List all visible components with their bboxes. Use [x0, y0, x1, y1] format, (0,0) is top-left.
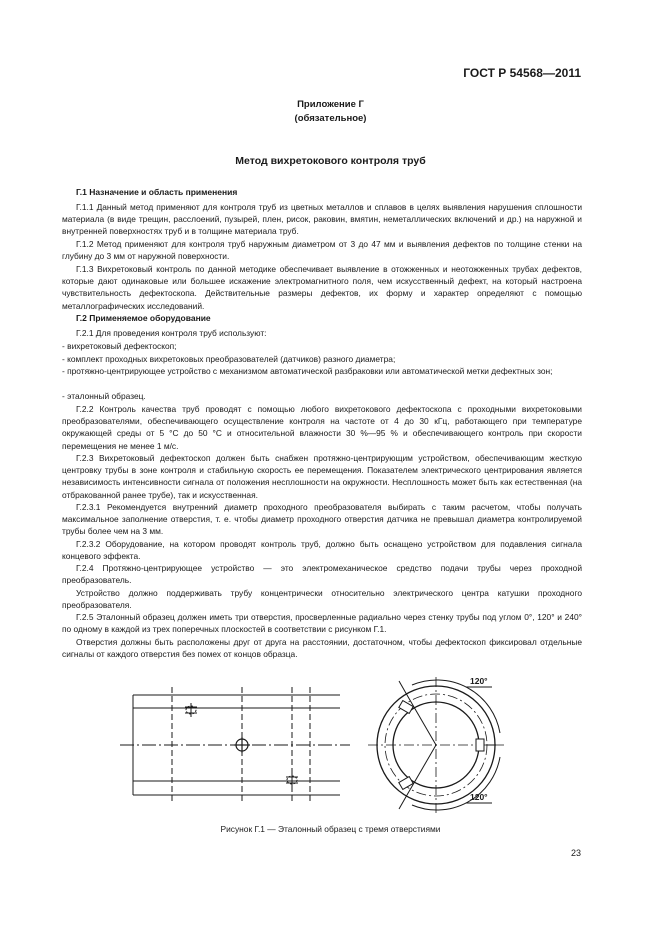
figure-reference-sample	[0, 663, 661, 823]
document-header: ГОСТ Р 54568—2011	[463, 66, 581, 80]
list-item: - комплект проходных вихретоковых преобразователей (датчиков) разного диаметра;	[62, 354, 396, 364]
list-item: - эталонный образец.	[62, 391, 146, 401]
hole-middle	[234, 737, 250, 753]
paragraph-g-2-5: Г.2.5 Эталонный образец должен иметь три отверстия, просверленные радиально через стенку трубы под углом 0°, 120° и 240° по одному в каждой из трех поперечных плоскостей в соответствии с рисунком Г.1.	[62, 612, 582, 635]
appendix-status: (обязательное)	[294, 113, 367, 124]
hole-top	[185, 703, 197, 717]
paragraph-g-2-4: Г.2.4 Протяжно-центрирующее устройство — это электромеханическое средство подачи трубы через проходной преобразователь.	[62, 563, 582, 586]
paragraph-g-2-3-2: Г.2.3.2 Оборудование, на котором проводят контроль труб, должно быть оснащено устройством для подавления сигнала концевого эффекта.	[62, 539, 582, 562]
appendix-title: Приложение Г	[297, 99, 364, 110]
section-1-heading: Г.1 Назначение и область применения	[76, 187, 238, 197]
page-number: 23	[570, 848, 581, 858]
section-2-heading: Г.2 Применяемое оборудование	[76, 313, 211, 323]
paragraph-g-2-4-cont: Устройство должно поддерживать трубу концентрически относительно электрического центра катушки проходного преобразователя.	[62, 588, 582, 611]
paragraph-g-2-2: Г.2.2 Контроль качества труб проводят с помощью любого вихретокового дефектоскопа с проходными вихретоковыми преобразователями, обеспечивающего осуществление контроля на частоте от 4 до 30 кГц, работающего при температуре окружающей среды от 5 °С до 50 °С и относительной влажности 30 %—95 % и обеспечивающего контроль при скорости перемещения не менее 1 м/с.	[62, 404, 582, 451]
paragraph-g-1-3: Г.1.3 Вихретоковый контроль по данной методике обеспечивает выявление в отожженных и неотожженных трубах дефектов, которые дают одинаковые или большее искажение электромагнитного поля, чем искусственный дефект, на который настроена чувствительность дефектоскопа. Действительные размеры дефектов, их форму и характер определяют с помощью металлографических исследований.	[62, 264, 582, 311]
paragraph-g-2-3: Г.2.3 Вихретоковый дефектоскоп должен быть снабжен протяжно-центрирующим устройством, обеспечивающим жесткую центровку трубы в зоне контроля и стабильную скорость ее перемещения. Показателем электрического центрирования является независимость интенсивности сигнала от положения несплошности на окружности. Несплошность может быть как естественная (на отбракованной ранее трубе), так и искусственная.	[62, 453, 582, 500]
main-title: Метод вихретокового контроля труб	[235, 155, 426, 167]
paragraph-g-1-1: Г.1.1 Данный метод применяют для контроля труб из цветных металлов и сплавов в целях выявления нарушения сплошности материала (в виде трещин, расслоений, пузырей, плен, рисок, раковин, вмятин, неметаллических включений и др.) на наружной и внутренней поверхностях труб и в толщине материала труб.	[62, 202, 582, 237]
angle-label-top: 120°	[470, 676, 488, 686]
paragraph-g-2-1: Г.2.1 Для проведения контроля труб используют:	[76, 328, 267, 338]
angle-label-bottom: 120°	[470, 792, 488, 802]
paragraph-g-1-2: Г.1.2 Метод применяют для контроля труб наружным диаметром от 3 до 47 мм и выявления дефектов по толщине стенки на глубину до 3 мм от наружной поверхности.	[62, 239, 582, 262]
list-item: - протяжно-центрирующее устройство с механизмом автоматической разбраковки или автоматической метки дефектных зон;	[62, 366, 553, 376]
paragraph-g-2-3-1: Г.2.3.1 Рекомендуется внутренний диаметр проходного преобразователя выбирать с таким расчетом, чтобы получать максимальное заполнение отверстия, т. е. чтобы диаметр проходного отверстия датчика не превышал диаметра контролируемой трубы более чем на 3 мм.	[62, 502, 582, 537]
figure-caption: Рисунок Г.1 — Эталонный образец с тремя отверстиями	[220, 824, 441, 834]
paragraph-g-2-5-cont: Отверстия должны быть расположены друг от друга на расстоянии, достаточном, чтобы дефектоскоп фиксировал отдельные сигналы от каждого отверстия без помех от концов образца.	[62, 637, 582, 660]
list-item: - вихретоковый дефектоскоп;	[62, 341, 177, 351]
